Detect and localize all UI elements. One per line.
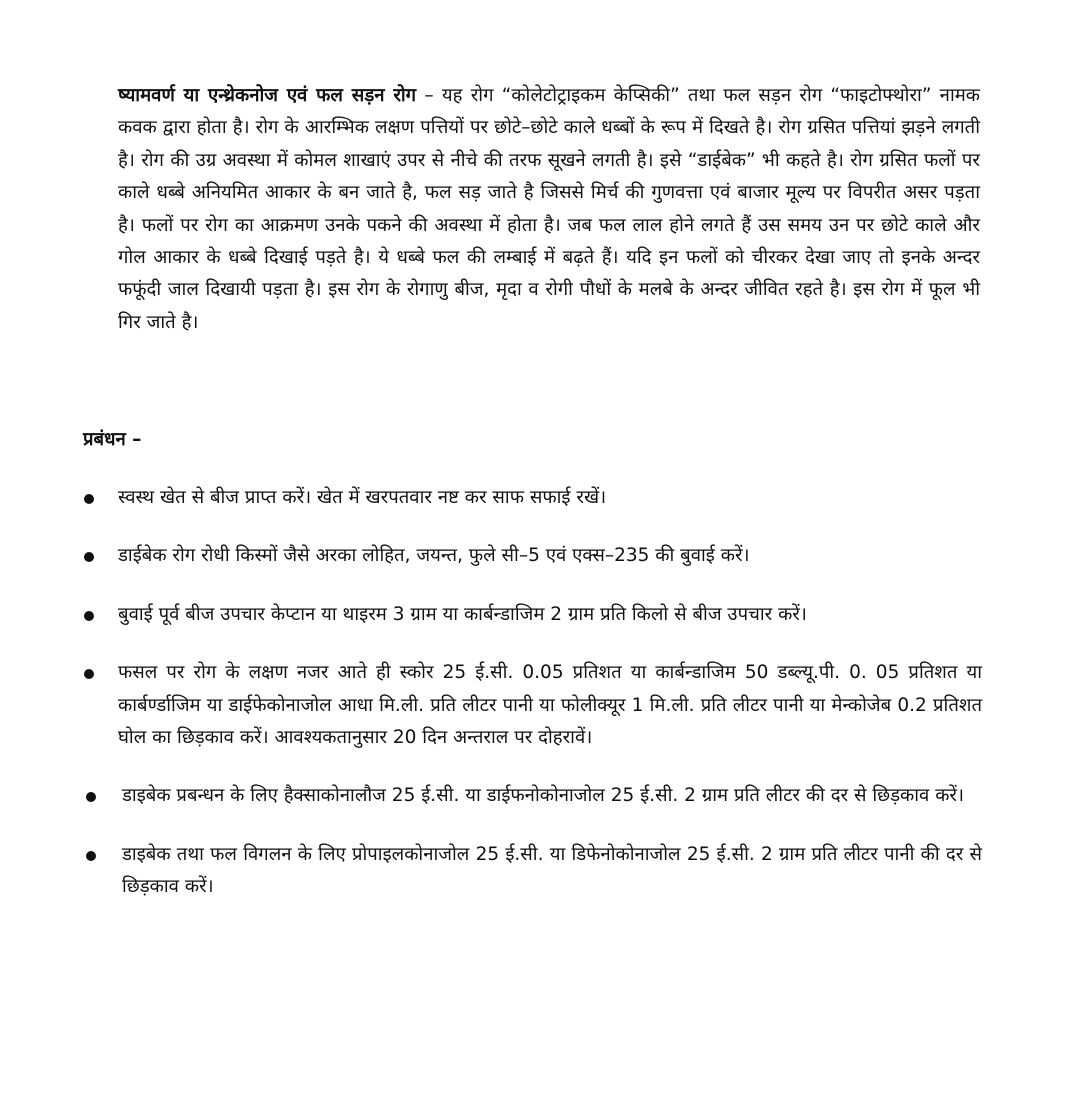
list-item-text: स्वस्थ खेत से बीज प्राप्त करें। खेत में खरपतवार नष्ट कर साफ सफाई रखें। xyxy=(118,487,607,508)
list-item xyxy=(80,599,982,631)
intro-paragraph xyxy=(118,80,980,339)
list-item xyxy=(80,540,982,572)
intro-text: – यह रोग “कोलेटोट्राइकम केप्सिकी” तथा फल सड़न रोग “फाइटोफ्थोरा” नामक कवक द्वारा होता है। रोग के आरम्भिक लक्षण पत्तियों पर छोटे–छोटे काले धब्बों के रूप में दिखते है। रोग ग्रसित पत्तियां झड़ने लगती है। रोग की उग्र अवस्था में कोमल शाखाएं उपर से नीचे की तरफ सूखने लगती है। इसे “डाईबेक” भी कहते है। रोग ग्रसित फलों पर काले धब्बे अनियमित आकार के बन जाते है, फल सड़ जाते है जिससे मिर्च की गुणवत्ता एवं बाजार मूल्य पर विपरीत असर पड़ता है। फलों पर रोग का आक्रमण उनके पकने की अवस्था में होता है। जब फल लाल होने लगते हैं उस समय उन पर छोटे काले और गोल आकार के धब्बे दिखाई पड़ते है। ये धब्बे फल की लम्बाई में बढ़ते हैं। यदि इन फलों को चीरकर देखा जाए तो इनके अन्दर फफूंदी जाल दिखायी पड़ता है। इस रोग के रोगाणु बीज, मृदा व रोगी पौधों के मलबे के अन्दर जीवित रहते है। इस रोग में फूल भी गिर जाते है। xyxy=(118,85,981,333)
bullet-icon xyxy=(86,851,96,861)
management-title: प्रबंधन – xyxy=(83,429,142,450)
list-item-text: डाइबेक प्रबन्धन के लिए हैक्साकोनालौज 25 ई.सी. या डाईफनोकोनाजोल 25 ई.सी. 2 ग्राम प्रति लीटर की दर से छिड़काव करें। xyxy=(122,785,964,807)
bullet-icon xyxy=(84,552,94,562)
disease-heading: ष्यामवर्ण या एन्थ्रेकनोज एवं फल सड़न रोग xyxy=(118,85,417,106)
bullet-icon xyxy=(84,611,94,621)
list-item-text: डाइबेक तथा फल विगलन के लिए प्रोपाइलकोनाजोल 25 ई.सी. या डिफेनोकोनाजोल 25 ई.सी. 2 ग्राम प्रति लीटर पानी की दर से छिड़काव करें। xyxy=(122,843,982,898)
list-item xyxy=(80,839,982,904)
bullet-icon xyxy=(84,669,94,679)
list-item-text: डाईबेक रोग रोधी किस्मों जैसे अरका लोहित, जयन्त, फुले सी–5 एवं एक्स–235 की बुवाई करें। xyxy=(118,545,750,567)
bullet-icon xyxy=(84,494,94,504)
list-item xyxy=(80,657,982,754)
list-item-text: फसल पर रोग के लक्षण नजर आते ही स्कोर 25 ई.सी. 0.05 प्रतिशत या कार्बन्डाजिम 50 डब्ल्यू.पी. 0. 05 प्रतिशत या कार्बर्ण्डाजिम या डाईफेकोनाजोल आधा मि.ली. प्रति लीटर पानी या फोलीक्यूर 1 मि.ली. प्रति लीटर पानी या मेन्कोजेब 0.2 प्रतिशत घोल का छिड़काव करें। आवश्यकतानुसार 20 दिन अन्तराल पर दोहरावें। xyxy=(118,662,982,749)
list-item xyxy=(80,780,982,812)
list-item-text: बुवाई पूर्व बीज उपचार केप्टान या थाइरम 3 ग्राम या कार्बन्डाजिम 2 ग्राम प्रति किलो से बीज उपचार करें। xyxy=(118,603,807,625)
bullet-icon xyxy=(86,792,96,802)
list-item xyxy=(80,482,982,514)
management-list xyxy=(80,482,982,930)
